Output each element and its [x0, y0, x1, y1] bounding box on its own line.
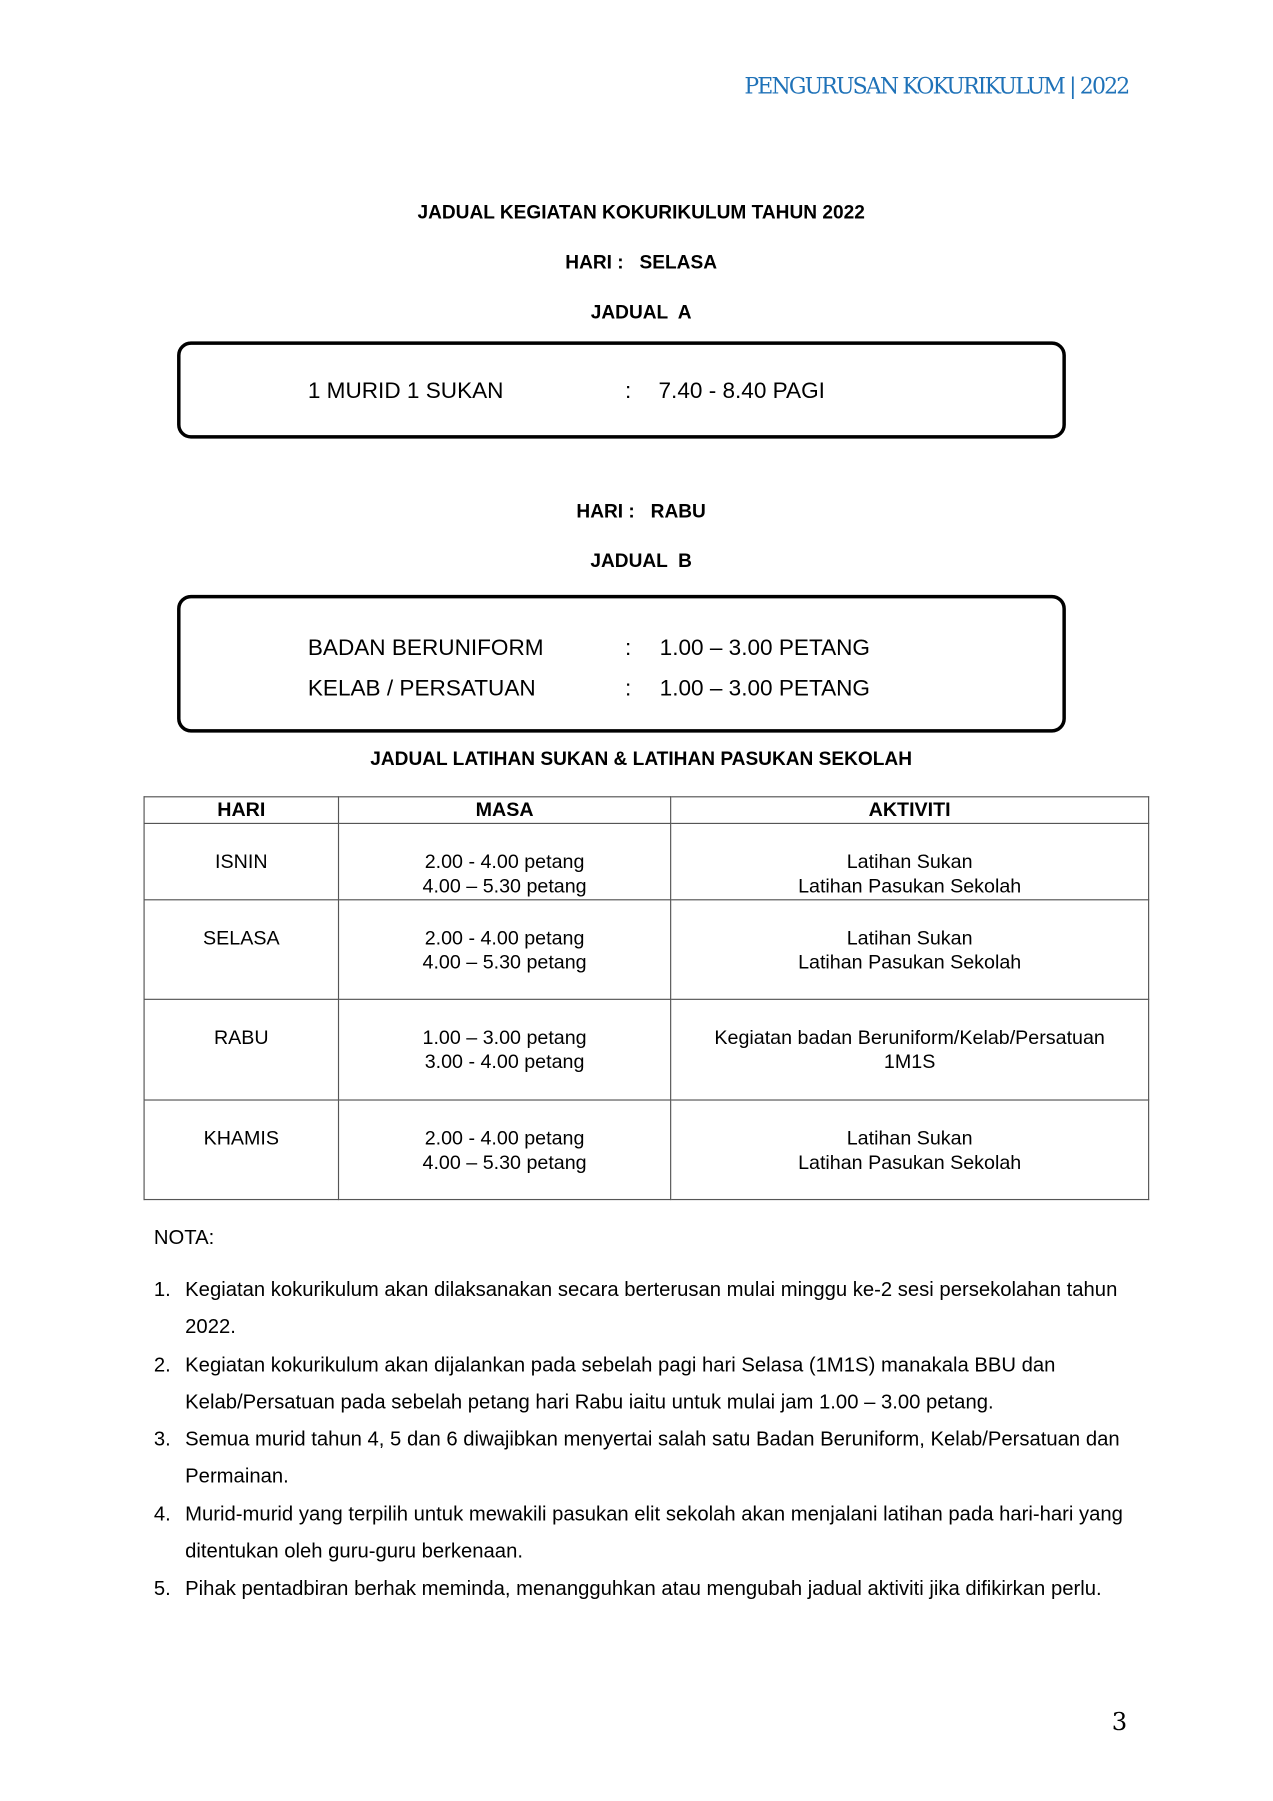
- separator: :: [624, 378, 632, 404]
- note-item: [154, 1420, 1138, 1495]
- page-number: 3: [1111, 1708, 1128, 1736]
- training-title: JADUAL LATIHAN SUKAN & LATIHAN PASUKAN SEKOLAH: [370, 748, 913, 770]
- cell-hari: ISNIN: [144, 823, 338, 899]
- header-aktiviti: AKTIVITI: [671, 797, 1149, 824]
- notes-label: NOTA:: [153, 1225, 215, 1249]
- cell-masa: [339, 1100, 671, 1200]
- note-text: Kegiatan kokurikulum akan dilaksanakan secara berterusan mulai minggu ke-2 sesi persekolahan tahun 2022.: [185, 1277, 1118, 1339]
- page-title: JADUAL KEGIATAN KOKURIKULUM TAHUN 2022: [417, 202, 865, 224]
- time: 1.00 – 3.00 PETANG: [659, 635, 871, 661]
- note-number: 5.: [153, 1576, 171, 1600]
- header-hari: HARI: [144, 797, 338, 824]
- cell-hari: SELASA: [144, 900, 338, 1000]
- note-number: 4.: [153, 1501, 171, 1526]
- activity: BADAN BERUNIFORM: [307, 635, 544, 661]
- cell-hari: RABU: [144, 999, 338, 1100]
- note-text: Kegiatan kokurikulum akan dijalankan pada sebelah pagi hari Selasa (1M1S) manakala BBU dan Kelab/Persatuan pada sebelah petang hari Rabu iaitu untuk mulai jam 1.00 – 3.00 petang.: [185, 1352, 1056, 1413]
- note-item: [154, 1271, 1138, 1346]
- time-line: 3.00 - 4.00 petang: [424, 1050, 585, 1073]
- schedule-b-box: [177, 595, 1066, 733]
- table-header: [144, 797, 1149, 824]
- training-table: [144, 796, 1150, 1200]
- activity-line: 1M1S: [883, 1050, 936, 1073]
- schedule-label-a: JADUAL A: [590, 302, 692, 323]
- time-line: 2.00 - 4.00 petang: [424, 1127, 585, 1150]
- cell-hari: KHAMIS: [144, 1100, 338, 1200]
- time: 1.00 – 3.00 PETANG: [659, 675, 871, 702]
- note-item: [154, 1570, 1138, 1607]
- day-label-b: HARI : RABU: [576, 501, 706, 522]
- cell-masa: [339, 900, 671, 1000]
- note-text: Semua murid tahun 4, 5 dan 6 diwajibkan menyertai salah satu Badan Beruniform, Kelab/Persatuan dan Permainan.: [185, 1427, 1120, 1488]
- table-row: [144, 900, 1149, 1000]
- activity-line: Latihan Pasukan Sekolah: [798, 951, 1022, 974]
- cell-aktiviti: [671, 1100, 1149, 1200]
- activity-line: Latihan Pasukan Sekolah: [798, 874, 1022, 897]
- activity: 1 MURID 1 SUKAN: [307, 378, 504, 404]
- time-line: 2.00 - 4.00 petang: [424, 850, 585, 873]
- activity-line: Kegiatan badan Beruniform/Kelab/Persatuan: [714, 1026, 1105, 1049]
- note-text: Pihak pentadbiran berhak meminda, menangguhkan atau mengubah jadual aktiviti jika difikirkan perlu.: [185, 1576, 1102, 1600]
- note-item: [154, 1495, 1138, 1570]
- running-header: PENGURUSAN KOKURIKULUM | 2022: [744, 74, 1129, 100]
- note-text: Murid-murid yang terpilih untuk mewakili pasukan elit sekolah akan menjalani latihan pada hari-hari yang ditentukan oleh guru-guru berkenaan.: [185, 1501, 1123, 1563]
- time-line: 4.00 – 5.30 petang: [422, 874, 587, 897]
- time: 7.40 - 8.40 PAGI: [658, 378, 825, 404]
- note-number: 1.: [153, 1277, 171, 1301]
- separator: :: [624, 675, 632, 702]
- note-number: 2.: [153, 1352, 171, 1376]
- schedule-label-b: JADUAL B: [590, 550, 692, 572]
- activity-line: Latihan Sukan: [846, 926, 973, 949]
- cell-aktiviti: [671, 823, 1149, 899]
- activity-line: Latihan Pasukan Sekolah: [798, 1151, 1022, 1174]
- time-line: 4.00 – 5.30 petang: [422, 1151, 587, 1174]
- table-row: [144, 823, 1149, 899]
- activity: KELAB / PERSATUAN: [307, 675, 536, 702]
- day-label-a: HARI : SELASA: [565, 252, 718, 274]
- activity-line: Latihan Sukan: [846, 850, 973, 873]
- time-line: 1.00 – 3.00 petang: [422, 1026, 587, 1049]
- cell-aktiviti: [671, 999, 1149, 1100]
- table-row: [144, 1100, 1149, 1200]
- notes-list: [154, 1271, 1138, 1607]
- schedule-a-box: [177, 341, 1066, 438]
- note-item: [154, 1345, 1138, 1420]
- separator: :: [624, 635, 632, 661]
- note-number: 3.: [153, 1427, 171, 1451]
- time-line: 4.00 – 5.30 petang: [422, 951, 587, 974]
- table-row: [144, 999, 1149, 1100]
- time-line: 2.00 - 4.00 petang: [424, 926, 585, 949]
- header-masa: MASA: [339, 797, 671, 824]
- activity-line: Latihan Sukan: [846, 1127, 973, 1150]
- cell-aktiviti: [671, 900, 1149, 1000]
- cell-masa: [339, 999, 671, 1100]
- cell-masa: [339, 823, 671, 899]
